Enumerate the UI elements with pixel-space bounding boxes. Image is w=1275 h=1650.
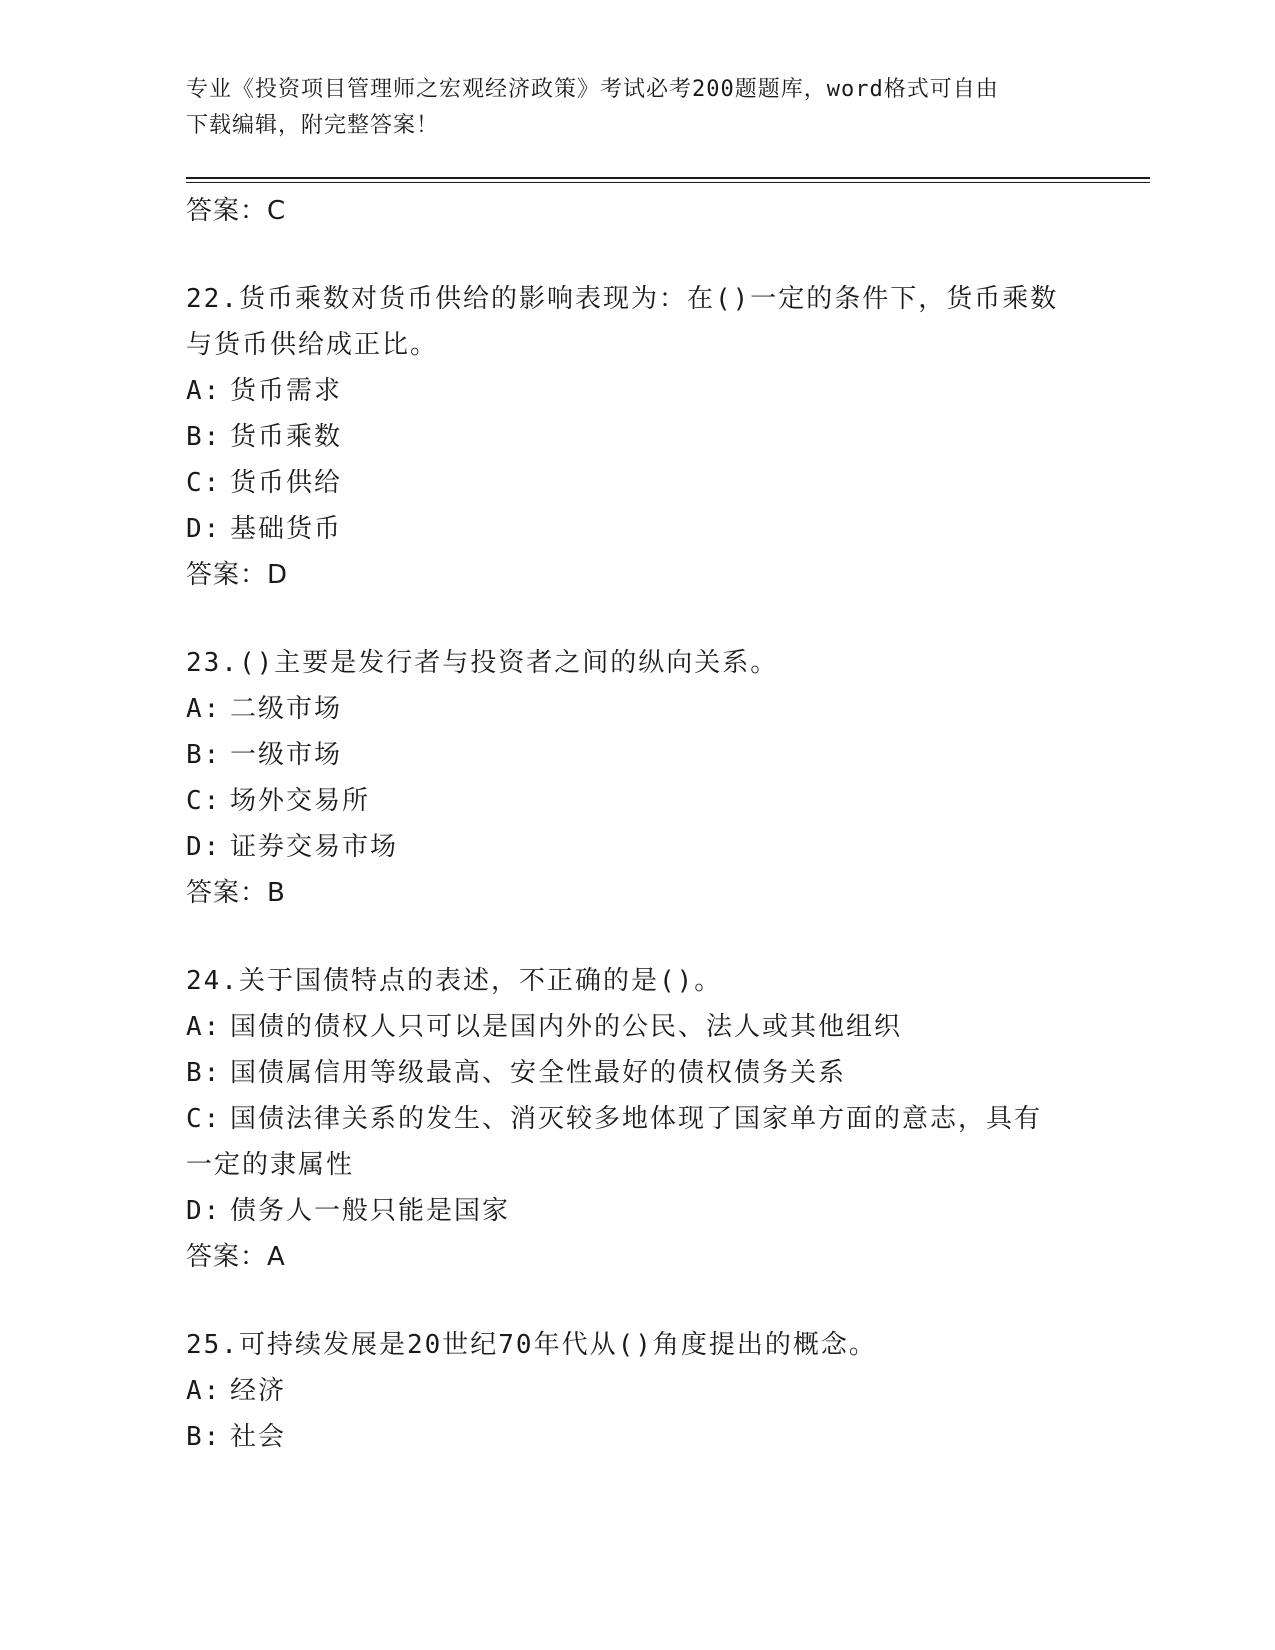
option-text: 债务人一般只能是国家: [230, 1196, 511, 1226]
option-key: B:: [186, 740, 222, 770]
option-key: A:: [186, 1012, 222, 1042]
question-block: [186, 1322, 1086, 1460]
option-key: D:: [186, 1196, 222, 1226]
question-block: [186, 276, 1086, 598]
option-key: D:: [186, 514, 222, 544]
option-b: [186, 414, 1086, 460]
option-text: 一级市场: [230, 740, 343, 770]
option-text: 货币需求: [230, 376, 343, 406]
option-d: [186, 824, 1086, 870]
answer-line: 答案：A: [186, 1242, 286, 1272]
option-text: 经济: [230, 1376, 287, 1406]
option-d: [186, 1188, 1086, 1234]
option-d: [186, 506, 1086, 552]
option-key: C:: [186, 1104, 222, 1134]
answer-line: 答案：B: [186, 878, 286, 908]
option-text: 基础货币: [230, 514, 343, 544]
option-c-continued: 一定的隶属性: [186, 1150, 355, 1180]
option-text: 证券交易市场: [230, 832, 399, 862]
header-divider-thick: [186, 177, 1150, 179]
option-b: [186, 732, 1086, 778]
question-stem-continued: 与货币供给成正比。: [186, 330, 439, 360]
question-stem: 25.可持续发展是20世纪70年代从()角度提出的概念。: [186, 1330, 877, 1360]
question-list: [186, 188, 1086, 1460]
option-a: [186, 368, 1086, 414]
option-text: 国债法律关系的发生、消灭较多地体现了国家单方面的意志，具有: [230, 1104, 1043, 1134]
header-line-2: 下载编辑，附完整答案！: [186, 113, 440, 138]
answer-line: 答案：D: [186, 560, 289, 590]
question-stem: 24.关于国债特点的表述，不正确的是()。: [186, 966, 723, 996]
option-c: [186, 1096, 1086, 1142]
option-text: 国债属信用等级最高、安全性最好的债权债务关系: [230, 1058, 847, 1088]
option-b: [186, 1414, 1086, 1460]
option-text: 场外交易所: [230, 786, 371, 816]
option-key: A:: [186, 1376, 222, 1406]
option-c: [186, 778, 1086, 824]
question-block: [186, 958, 1086, 1280]
option-key: D:: [186, 832, 222, 862]
option-c: [186, 460, 1086, 506]
option-text: 国债的债权人只可以是国内外的公民、法人或其他组织: [230, 1012, 903, 1042]
option-b: [186, 1050, 1086, 1096]
question-stem: 22.货币乘数对货币供给的影响表现为：在()一定的条件下，货币乘数: [186, 284, 1059, 314]
option-key: B:: [186, 1058, 222, 1088]
option-a: [186, 1368, 1086, 1414]
answer-line: 答案：C: [186, 196, 287, 226]
option-text: 社会: [230, 1422, 287, 1452]
option-a: [186, 686, 1086, 732]
option-text: 货币供给: [230, 468, 343, 498]
option-key: A:: [186, 376, 222, 406]
option-key: A:: [186, 694, 222, 724]
header-divider-thin: [186, 182, 1150, 183]
option-key: C:: [186, 786, 222, 816]
option-key: B:: [186, 1422, 222, 1452]
question-block: [186, 640, 1086, 916]
option-a: [186, 1004, 1086, 1050]
document-header: [186, 72, 1086, 144]
option-text: 货币乘数: [230, 422, 343, 452]
option-key: B:: [186, 422, 222, 452]
option-text: 二级市场: [230, 694, 343, 724]
question-stem: 23.()主要是发行者与投资者之间的纵向关系。: [186, 648, 779, 678]
header-line-1: 专业《投资项目管理师之宏观经济政策》考试必考200题题库，word格式可自由: [186, 77, 999, 102]
option-key: C:: [186, 468, 222, 498]
